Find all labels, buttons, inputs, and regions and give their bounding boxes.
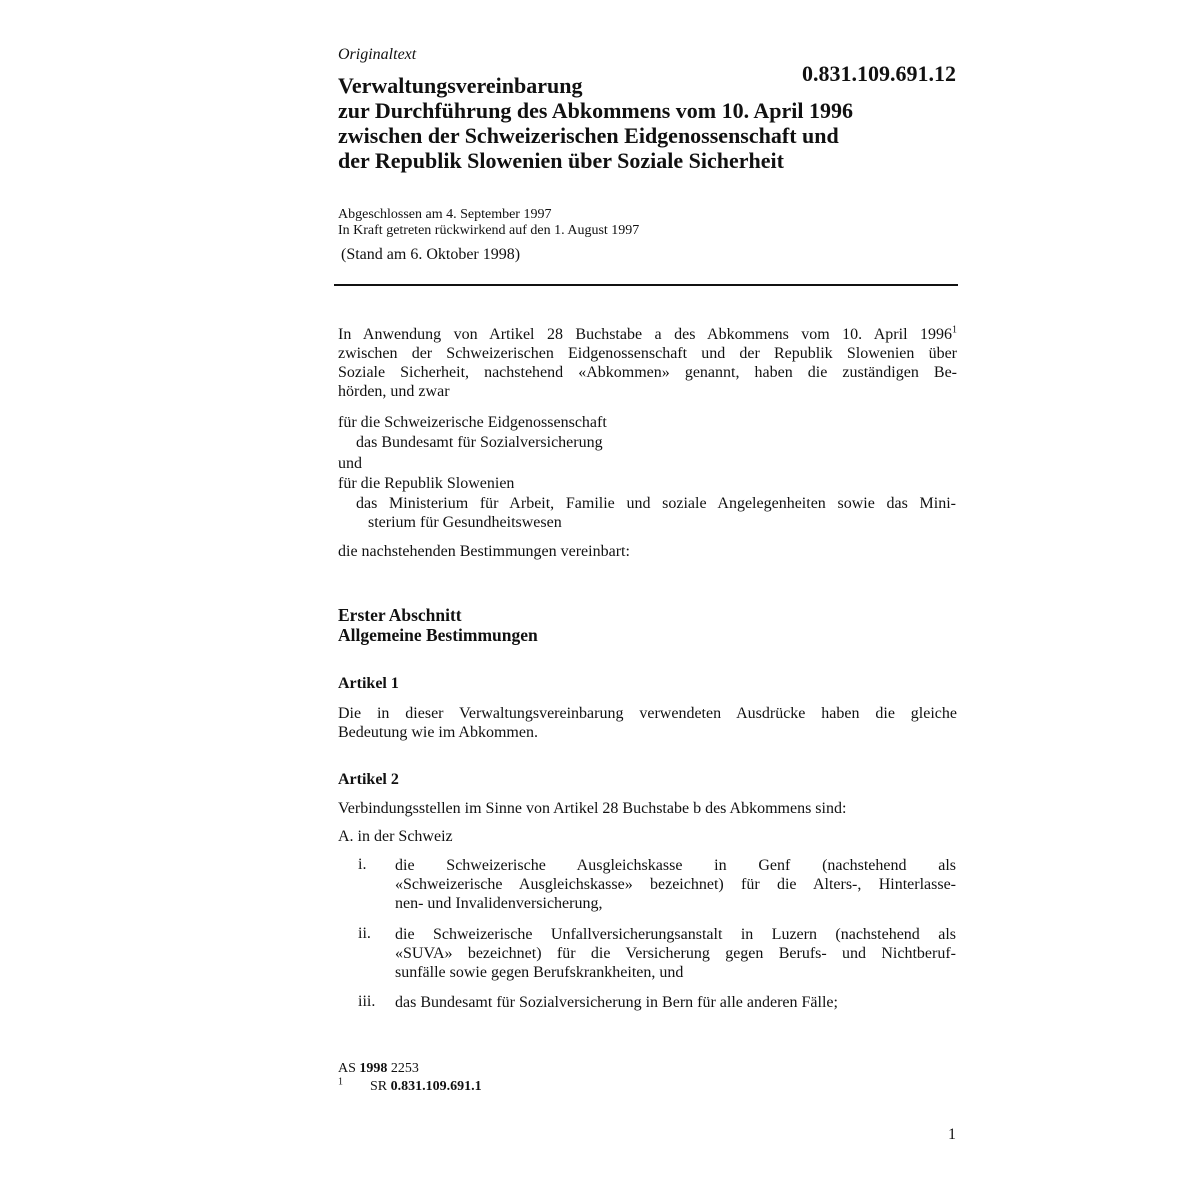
concluded-date: Abgeschlossen am 4. September 1997 [338, 207, 552, 222]
list-item-line: das Bundesamt für Sozialversicherung in Bern für alle anderen Fälle; [395, 994, 838, 1011]
authority-line: sterium für Gesundheitswesen [368, 514, 562, 531]
title-line: zwischen der Schweizerischen Eidgenossenschaft und [338, 123, 839, 148]
article-2-intro: Verbindungsstellen im Sinne von Artikel 28 Buchstabe b des Abkommens sind: [338, 800, 847, 817]
preamble-line: Soziale Sicherheit, nachstehend «Abkommen» genannt, haben die zuständigen Be- [338, 364, 957, 381]
list-item-line: nen- und Invalidenversicherung, [395, 895, 603, 912]
list-item [395, 993, 956, 1012]
list-item [395, 925, 956, 982]
title-line: Verwaltungsvereinbarung [338, 73, 583, 98]
status-date: (Stand am 6. Oktober 1998) [341, 246, 521, 263]
list-item-line: sunfälle sowie gegen Berufskrankheiten, und [395, 964, 684, 981]
title-line: zur Durchführung des Abkommens vom 10. April 1996 [338, 98, 854, 123]
as-page: 2253 [390, 1061, 419, 1076]
list-item-line: «SUVA» bezeichnet) für die Versicherung gegen Berufs- und Nichtberuf- [395, 945, 956, 962]
list-item-number: i. [358, 856, 367, 873]
article-line: Die in dieser Verwaltungsvereinbarung verwendeten Ausdrücke haben die gleiche [338, 705, 957, 722]
footnote [338, 1078, 482, 1096]
preamble-line: hörden, und zwar [338, 383, 450, 400]
party-switzerland: für die Schweizerische Eidgenossenschaft [338, 414, 607, 431]
as-prefix: AS [338, 1061, 356, 1076]
article-2-title: Artikel 2 [338, 771, 399, 788]
article-1-title: Artikel 1 [338, 675, 399, 692]
list-item-number: iii. [358, 993, 376, 1010]
authority-switzerland: das Bundesamt für Sozialversicherung [356, 434, 603, 451]
preamble-line: zwischen der Schweizerischen Eidgenossenschaft und der Republik Slowenien über [338, 345, 957, 362]
party-slovenia: für die Republik Slowenien [338, 475, 515, 492]
as-year: 1998 [359, 1061, 388, 1076]
list-item-line: die Schweizerische Unfallversicherungsanstalt in Luzern (nachstehend als [395, 926, 956, 943]
article-2-sub-a: A. in der Schweiz [338, 828, 453, 845]
article-line: Bedeutung wie im Abkommen. [338, 724, 538, 741]
list-item [395, 856, 956, 913]
preamble-closing: die nachstehenden Bestimmungen vereinbart: [338, 543, 630, 560]
as-reference [338, 1060, 957, 1078]
document-title [338, 73, 898, 173]
page-number: 1 [948, 1126, 956, 1143]
article-1-text [338, 704, 957, 742]
preamble-intro [338, 325, 957, 401]
title-line: der Republik Slowenien über Soziale Sicherheit [338, 148, 784, 173]
and-connector: und [338, 455, 362, 472]
in-force-date: In Kraft getreten rückwirkend auf den 1. August 1997 [338, 223, 640, 238]
footnote-sr-ref: 0.831.109.691.1 [390, 1079, 482, 1094]
list-item-line: die Schweizerische Ausgleichskasse in Genf (nachstehend als [395, 857, 956, 874]
section-heading: Erster Abschnitt [338, 605, 462, 625]
footnote-number: 1 [338, 1076, 343, 1088]
header-divider [334, 284, 958, 286]
footnote-prefix: SR [370, 1079, 388, 1094]
section-subheading: Allgemeine Bestimmungen [338, 625, 538, 645]
original-text-label: Originaltext [338, 46, 417, 63]
preamble-line: In Anwendung von Artikel 28 Buchstabe a des Abkommens vom 10. April 1996$^1$ [338, 324, 957, 343]
list-item-number: ii. [358, 925, 371, 942]
authority-line: das Ministerium für Arbeit, Familie und soziale Angelegenheiten sowie das Mini- [356, 495, 956, 512]
list-item-line: «Schweizerische Ausgleichskasse» bezeichnet) für die Alters-, Hinterlasse- [395, 876, 956, 893]
authority-slovenia [356, 494, 956, 532]
footnote-ref: 1 [952, 324, 957, 336]
sr-number: 0.831.109.691.12 [802, 61, 956, 86]
